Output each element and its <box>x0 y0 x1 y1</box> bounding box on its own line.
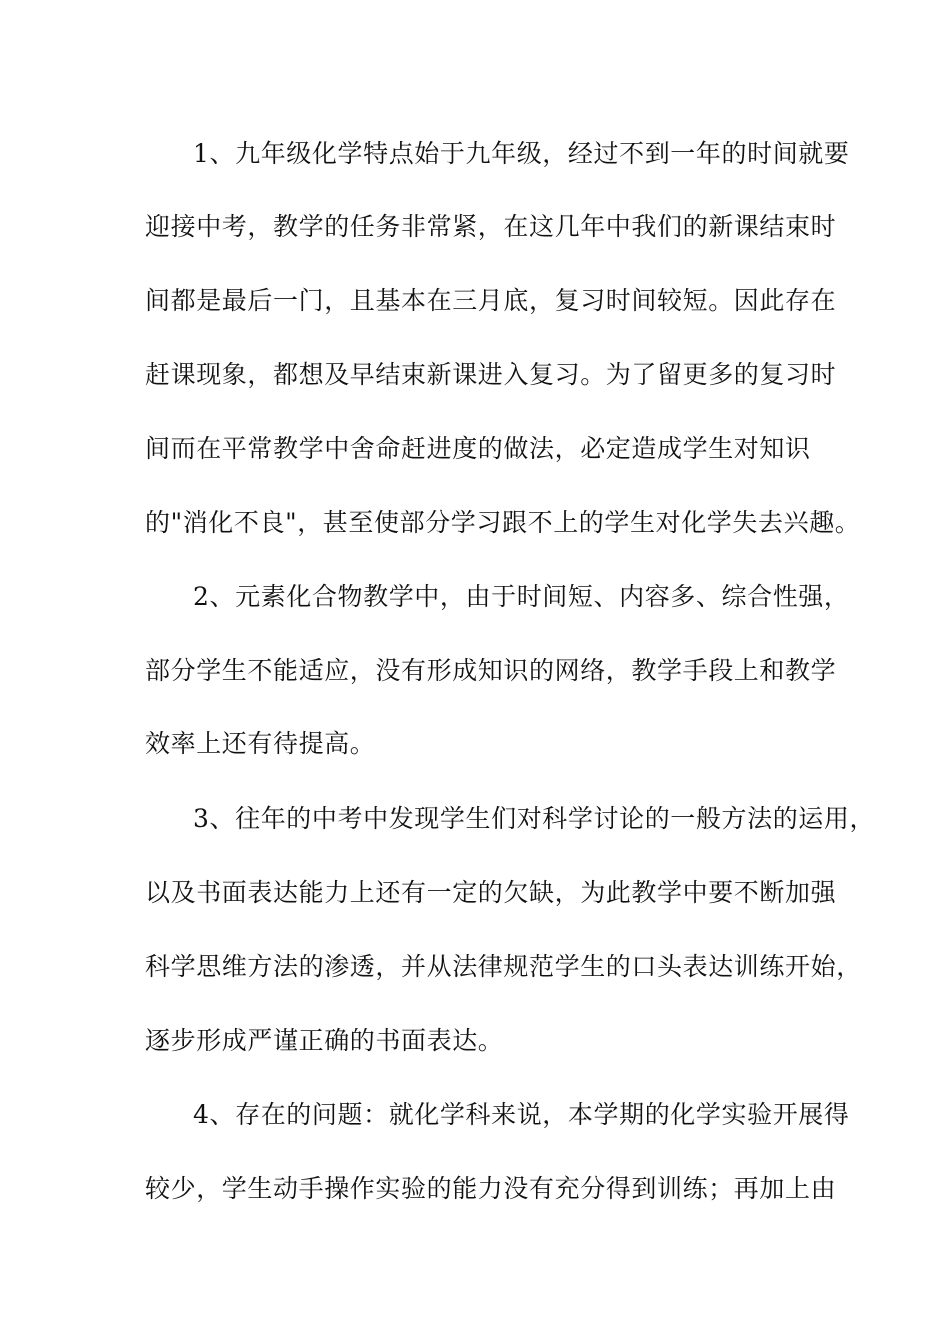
paragraph-3-line-2 <box>0 873 950 913</box>
text-line: 3、往年的中考中发现学生们对科学讨论的一般方法的运用， <box>193 804 876 833</box>
text-line: 的"消化不良"，甚至使部分学习跟不上的学生对化学失去兴趣。 <box>145 508 861 537</box>
text-line: 部分学生不能适应，没有形成知识的网络，教学手段上和教学 <box>145 656 837 685</box>
paragraph-4-line-1 <box>0 1095 950 1135</box>
text-line: 间而在平常教学中舍命赶进度的做法，必定造成学生对知识 <box>145 434 811 463</box>
text-line: 1、九年级化学特点始于九年级，经过不到一年的时间就要 <box>193 139 850 168</box>
paragraph-1-line-1 <box>0 134 950 174</box>
text-line: 迎接中考，教学的任务非常紧，在这几年中我们的新课结束时 <box>145 212 837 241</box>
paragraph-2-line-3 <box>0 724 950 764</box>
paragraph-4-line-2 <box>0 1169 950 1209</box>
text-line: 赶课现象，都想及早结束新课进入复习。为了留更多的复习时 <box>145 360 837 389</box>
paragraph-1-line-5 <box>0 429 950 469</box>
paragraph-1-line-3 <box>0 281 950 321</box>
text-line: 2、元素化合物教学中，由于时间短、内容多、综合性强， <box>193 582 850 611</box>
paragraph-1-line-6 <box>0 503 950 543</box>
text-line: 效率上还有待提高。 <box>145 729 376 758</box>
paragraph-2-line-1 <box>0 577 950 617</box>
paragraph-3-line-1 <box>0 799 950 839</box>
text-line: 较少，学生动手操作实验的能力没有充分得到训练；再加上由 <box>145 1174 837 1203</box>
paragraph-2-line-2 <box>0 651 950 691</box>
paragraph-3-line-4 <box>0 1021 950 1061</box>
text-line: 科学思维方法的渗透，并从法律规范学生的口头表达训练开始， <box>145 952 862 981</box>
paragraph-1-line-4 <box>0 355 950 395</box>
text-line: 间都是最后一门，且基本在三月底，复习时间较短。因此存在 <box>145 286 837 315</box>
text-line: 4、存在的问题：就化学科来说，本学期的化学实验开展得 <box>193 1100 850 1129</box>
paragraph-3-line-3 <box>0 947 950 987</box>
text-line: 以及书面表达能力上还有一定的欠缺，为此教学中要不断加强 <box>145 878 837 907</box>
paragraph-1-line-2 <box>0 207 950 247</box>
text-line: 逐步形成严谨正确的书面表达。 <box>145 1026 504 1055</box>
